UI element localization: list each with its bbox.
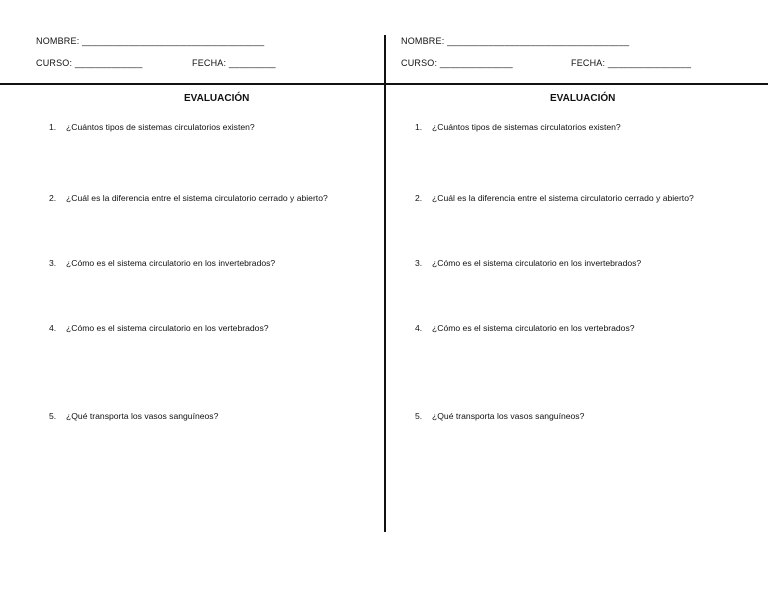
question-text: ¿Cómo es el sistema circulatorio en los vertebrados? (432, 323, 635, 333)
question-number: 3. (415, 258, 423, 268)
nombre-field: NOMBRE: ___________________________________ (36, 36, 265, 46)
question-number: 4. (415, 323, 423, 333)
sheet-title: EVALUACIÓN (550, 93, 616, 104)
nombre-field: NOMBRE: ___________________________________ (401, 36, 630, 46)
fecha-field: FECHA: _________ (192, 58, 276, 68)
question-number: 5. (415, 411, 423, 421)
question-text: ¿Cuántos tipos de sistemas circulatorios existen? (432, 122, 621, 132)
question-number: 1. (415, 122, 423, 132)
question-number: 4. (49, 323, 57, 333)
question-number: 2. (415, 193, 423, 203)
curso-field: CURSO: ______________ (401, 58, 513, 68)
sheet-title: EVALUACIÓN (184, 93, 250, 104)
vertical-divider (384, 35, 386, 532)
question-text: ¿Qué transporta los vasos sanguíneos? (432, 411, 585, 421)
question-text: ¿Cuál es la diferencia entre el sistema circulatorio cerrado y abierto? (66, 193, 328, 203)
question-text: ¿Cuál es la diferencia entre el sistema circulatorio cerrado y abierto? (432, 193, 694, 203)
question-text: ¿Cómo es el sistema circulatorio en los invertebrados? (432, 258, 642, 268)
question-text: ¿Qué transporta los vasos sanguíneos? (66, 411, 219, 421)
question-text: ¿Cuántos tipos de sistemas circulatorios existen? (66, 122, 255, 132)
question-text: ¿Cómo es el sistema circulatorio en los invertebrados? (66, 258, 276, 268)
fecha-field: FECHA: ________________ (571, 58, 692, 68)
question-number: 5. (49, 411, 57, 421)
question-text: ¿Cómo es el sistema circulatorio en los vertebrados? (66, 323, 269, 333)
question-number: 1. (49, 122, 57, 132)
curso-field: CURSO: _____________ (36, 58, 143, 68)
evaluation-sheet-right (384, 0, 768, 594)
question-number: 3. (49, 258, 57, 268)
question-number: 2. (49, 193, 57, 203)
